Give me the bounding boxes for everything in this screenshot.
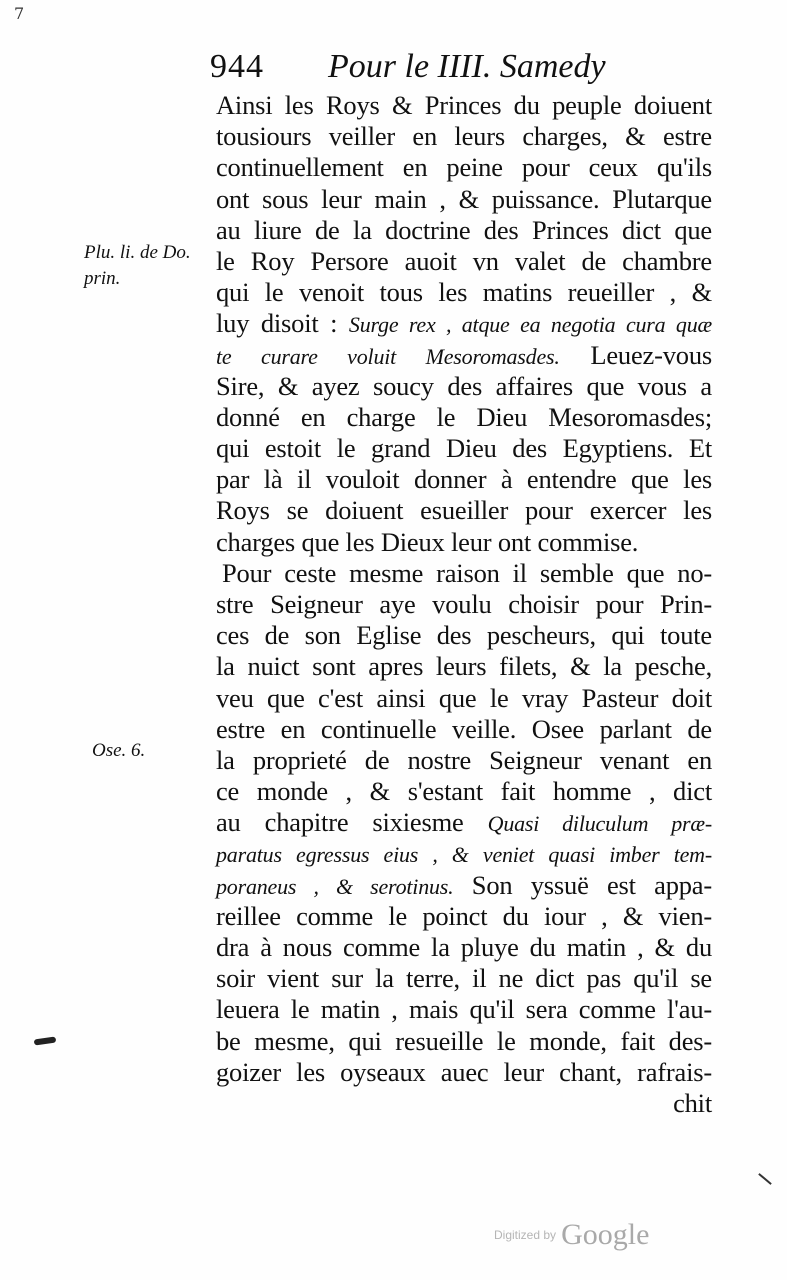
margin-note-line: prin. — [84, 268, 121, 289]
text-line: ce monde , & s'estant fait homme , dict — [216, 776, 712, 807]
text-line: leuera le matin , mais qu'il sera comme l'au- — [216, 994, 712, 1025]
text-segment: au chapitre sixiesme — [216, 807, 464, 838]
text-line: Pour ceste mesme raison il semble que no- — [222, 557, 712, 588]
text-line: tousiours veiller en leurs charges, & estre — [216, 121, 712, 152]
page-number: 944 — [210, 48, 264, 85]
text-segment: Leuez-vous — [590, 339, 712, 370]
text-line: qui estoit le grand Dieu des Egyptiens. Et — [216, 433, 712, 464]
running-head: Pour le IIII. Samedy — [328, 48, 606, 85]
text-line-mixed — [216, 340, 712, 371]
page-header — [210, 48, 710, 88]
text-line-mixed — [216, 308, 712, 339]
text-line: Ainsi les Roys & Princes du peuple doiuent — [216, 90, 712, 120]
text-line: le Roy Persore auoit vn valet de chambre — [216, 245, 712, 276]
text-line: continuellement en peine pour ceux qu'ils — [216, 152, 712, 183]
latin-quote-line: paratus egressus eius , & veniet quasi imber tem- — [216, 841, 712, 867]
text-segment: Son yssuë est appa- — [471, 869, 712, 900]
latin-quote: Surge rex , atque ea negotia cura quæ — [348, 312, 712, 338]
catchword: chit — [673, 1088, 712, 1118]
margin-note-plutarch — [84, 240, 191, 292]
text-line: par là il vouloit donner à entendre que les — [216, 464, 712, 495]
text-line: estre en continuelle veille. Osee parlant de — [216, 713, 712, 744]
text-line: donné en charge le Dieu Mesoromasdes; — [216, 401, 712, 432]
margin-note-line: Plu. li. de Do. — [84, 242, 191, 263]
text-line: charges que les Dieux leur ont commise. — [216, 526, 639, 557]
text-line: goizer les oyseaux auec leur chant, rafrais- — [216, 1056, 712, 1087]
latin-quote: te curare voluit Mesoromasdes. — [216, 343, 560, 369]
text-line: veu que c'est ainsi que le vray Pasteur doit — [216, 682, 712, 713]
latin-quote: poraneus , & serotinus. — [216, 873, 454, 899]
text-line: ont sous leur main , & puissance. Plutarque — [216, 183, 712, 214]
text-line: la nuict sont apres leurs filets, & la pesche, — [216, 651, 712, 682]
text-segment: luy disoit : — [216, 308, 338, 339]
digitized-watermark — [494, 1218, 649, 1252]
text-line: Sire, & ayez soucy des affaires que vous a — [216, 370, 712, 401]
text-line: ces de son Eglise des pescheurs, qui toute — [216, 620, 712, 651]
text-line: Roys se doiuent esueiller pour exercer les — [216, 495, 712, 526]
text-line: au liure de la doctrine des Princes dict que — [216, 214, 712, 245]
ink-mark — [34, 1036, 57, 1045]
margin-note-osee: Ose. 6. — [92, 740, 146, 761]
body-text — [216, 90, 712, 1119]
text-line: be mesme, qui resueille le monde, fait des- — [216, 1025, 712, 1056]
text-line: qui le venoit tous les matins reueiller , & — [216, 277, 712, 308]
text-line: stre Seigneur aye voulu choisir pour Prin- — [216, 589, 712, 619]
ink-tick — [758, 1173, 772, 1185]
corner-mark: 7 — [14, 4, 25, 23]
text-line-mixed — [216, 807, 712, 838]
watermark-brand: Google — [561, 1218, 650, 1251]
text-line: reillee comme le poinct du iour , & vien- — [216, 900, 712, 931]
text-line-mixed — [216, 870, 712, 901]
text-line: la proprieté de nostre Seigneur venant en — [216, 744, 712, 775]
watermark-prefix: Digitized by — [494, 1228, 557, 1242]
latin-quote: Quasi diluculum præ- — [487, 811, 712, 837]
text-line: dra à nous comme la pluye du matin , & du — [216, 932, 712, 963]
text-line: soir vient sur la terre, il ne dict pas qu'il se — [216, 963, 712, 994]
